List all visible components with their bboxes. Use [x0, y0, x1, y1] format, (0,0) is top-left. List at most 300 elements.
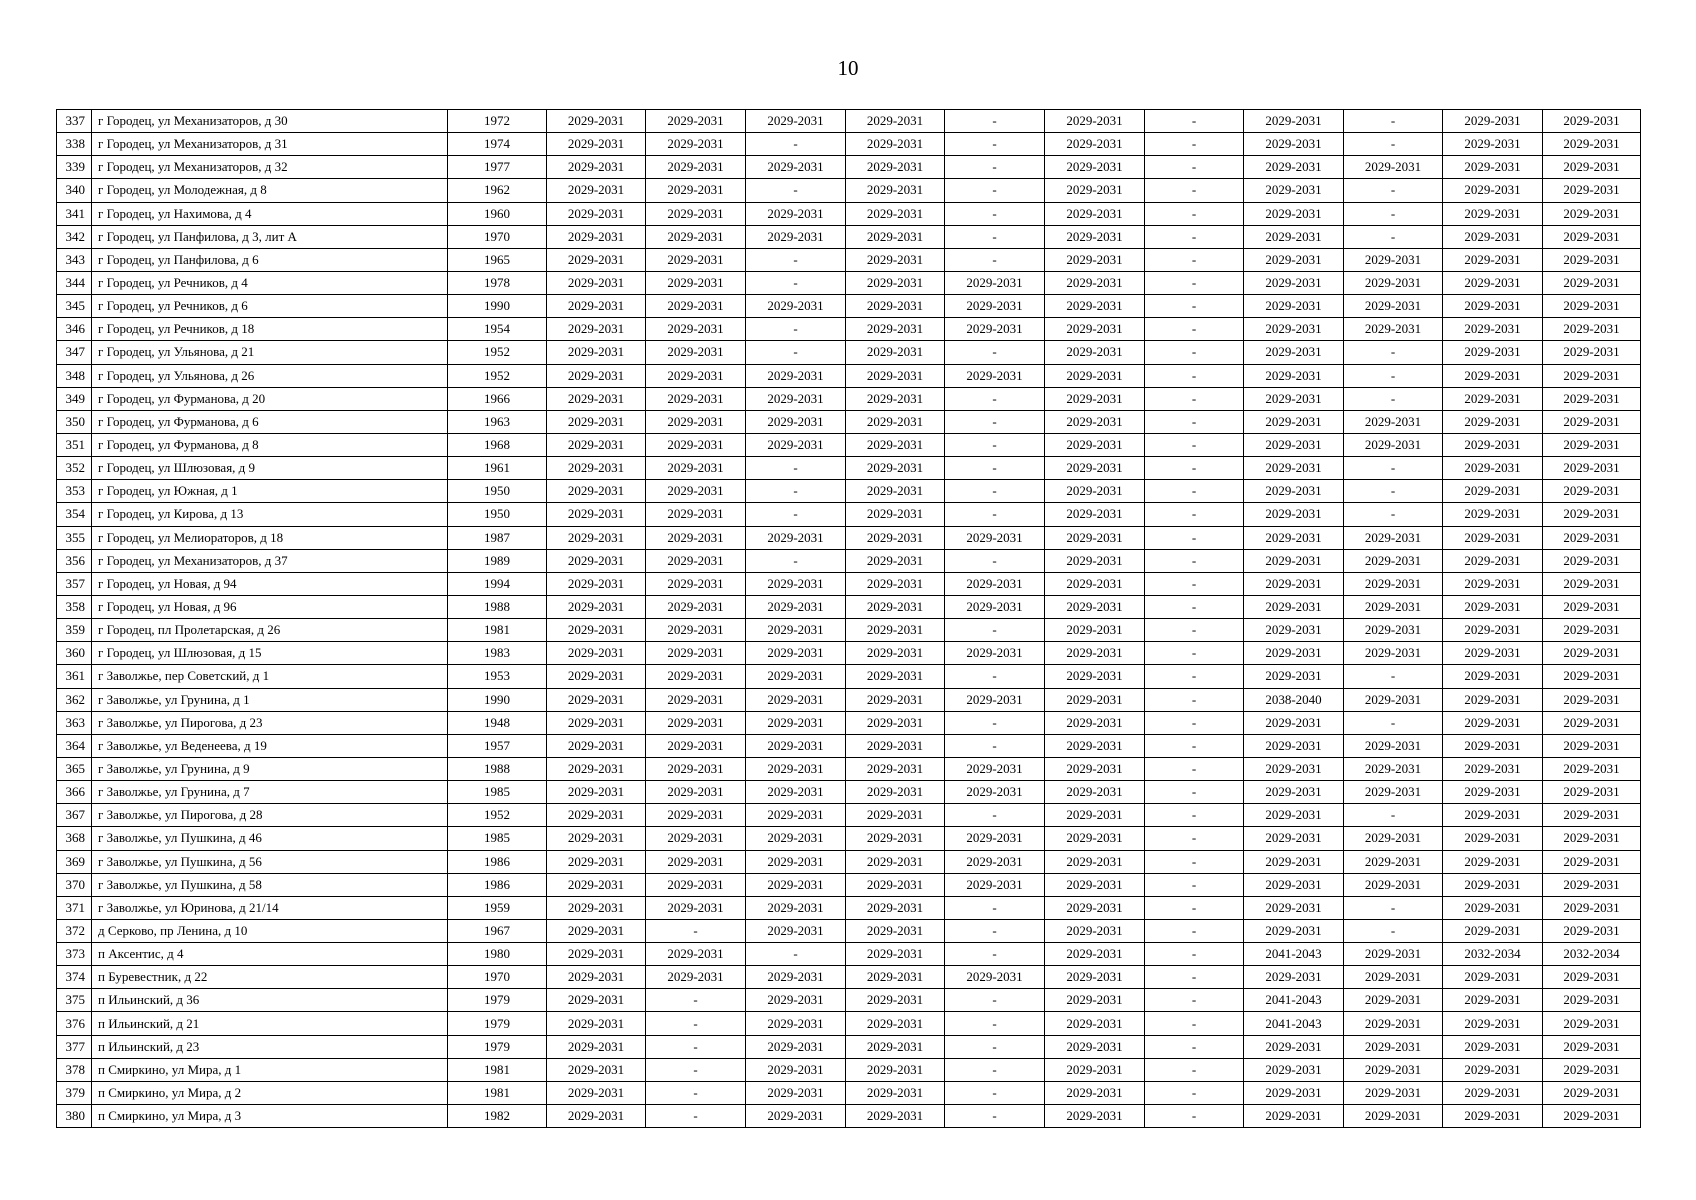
year-cell: 1989	[448, 549, 547, 572]
period-cell: -	[1145, 503, 1244, 526]
period-cell: 2029-2031	[1244, 202, 1344, 225]
period-cell: 2029-2031	[1443, 549, 1543, 572]
row-number-cell: 357	[57, 572, 92, 595]
period-cell: 2029-2031	[1244, 919, 1344, 942]
period-cell: 2029-2031	[1244, 364, 1344, 387]
period-cell: 2029-2031	[1443, 873, 1543, 896]
period-cell: 2029-2031	[547, 781, 646, 804]
table-row	[57, 688, 1641, 711]
period-cell: 2029-2031	[1244, 873, 1344, 896]
period-cell: 2029-2031	[547, 295, 646, 318]
period-cell: -	[945, 989, 1045, 1012]
period-cell: -	[1145, 480, 1244, 503]
row-number-cell: 337	[57, 110, 92, 133]
period-cell: 2029-2031	[1543, 202, 1641, 225]
row-number-cell: 360	[57, 642, 92, 665]
period-cell: 2029-2031	[646, 387, 746, 410]
period-cell: 2029-2031	[547, 179, 646, 202]
address-cell: г Заволжье, пер Советский, д 1	[92, 665, 448, 688]
period-cell: 2029-2031	[1543, 781, 1641, 804]
period-cell: 2029-2031	[1443, 642, 1543, 665]
period-cell: 2029-2031	[1045, 642, 1145, 665]
period-cell: 2029-2031	[846, 133, 945, 156]
period-cell: 2029-2031	[846, 433, 945, 456]
period-cell: 2029-2031	[846, 850, 945, 873]
row-number-cell: 348	[57, 364, 92, 387]
period-cell: 2029-2031	[746, 156, 846, 179]
period-cell: 2029-2031	[1443, 480, 1543, 503]
period-cell: 2029-2031	[1045, 526, 1145, 549]
period-cell: -	[1145, 133, 1244, 156]
period-cell: 2029-2031	[1344, 1058, 1443, 1081]
period-cell: -	[1145, 804, 1244, 827]
year-cell: 1986	[448, 873, 547, 896]
address-cell: п Аксентис, д 4	[92, 943, 448, 966]
period-cell: -	[945, 919, 1045, 942]
period-cell: 2029-2031	[1045, 110, 1145, 133]
period-cell: -	[945, 433, 1045, 456]
period-cell: -	[1145, 387, 1244, 410]
address-cell: г Городец, ул Панфилова, д 6	[92, 248, 448, 271]
period-cell: 2029-2031	[945, 688, 1045, 711]
period-cell: -	[945, 341, 1045, 364]
table-row	[57, 271, 1641, 294]
address-cell: г Городец, ул Кирова, д 13	[92, 503, 448, 526]
year-cell: 1988	[448, 595, 547, 618]
period-cell: 2029-2031	[746, 526, 846, 549]
period-cell: 2029-2031	[746, 410, 846, 433]
period-cell: -	[945, 133, 1045, 156]
period-cell: 2029-2031	[1543, 526, 1641, 549]
address-cell: г Заволжье, ул Пушкина, д 58	[92, 873, 448, 896]
period-cell: 2029-2031	[746, 572, 846, 595]
address-cell: п Смиркино, ул Мира, д 2	[92, 1081, 448, 1104]
period-cell: 2029-2031	[547, 1105, 646, 1128]
period-cell: 2029-2031	[846, 665, 945, 688]
period-cell: 2029-2031	[1045, 156, 1145, 179]
period-cell: 2029-2031	[746, 387, 846, 410]
period-cell: -	[1145, 896, 1244, 919]
period-cell: 2029-2031	[547, 873, 646, 896]
period-cell: 2029-2031	[547, 1058, 646, 1081]
period-cell: 2029-2031	[1443, 1105, 1543, 1128]
period-cell: -	[945, 1105, 1045, 1128]
year-cell: 1966	[448, 387, 547, 410]
table-body	[57, 110, 1641, 1128]
period-cell: 2029-2031	[846, 110, 945, 133]
period-cell: 2029-2031	[1344, 966, 1443, 989]
period-cell: 2029-2031	[1244, 503, 1344, 526]
period-cell: 2029-2031	[1344, 1035, 1443, 1058]
year-cell: 1959	[448, 896, 547, 919]
period-cell: 2029-2031	[547, 734, 646, 757]
period-cell: 2029-2031	[1443, 318, 1543, 341]
period-cell: 2029-2031	[1443, 225, 1543, 248]
period-cell: 2029-2031	[1045, 433, 1145, 456]
period-cell: 2029-2031	[547, 480, 646, 503]
period-cell: -	[1145, 341, 1244, 364]
period-cell: 2029-2031	[547, 225, 646, 248]
row-number-cell: 342	[57, 225, 92, 248]
period-cell: -	[945, 410, 1045, 433]
period-cell: 2029-2031	[746, 781, 846, 804]
address-cell: п Ильинский, д 36	[92, 989, 448, 1012]
period-cell: 2029-2031	[1344, 156, 1443, 179]
period-cell: 2029-2031	[846, 202, 945, 225]
row-number-cell: 376	[57, 1012, 92, 1035]
period-cell: 2032-2034	[1443, 943, 1543, 966]
period-cell: -	[1344, 179, 1443, 202]
period-cell: -	[746, 318, 846, 341]
year-cell: 1970	[448, 966, 547, 989]
period-cell: 2029-2031	[746, 688, 846, 711]
period-cell: 2029-2031	[846, 919, 945, 942]
period-cell: 2029-2031	[1344, 619, 1443, 642]
period-cell: 2029-2031	[1443, 1035, 1543, 1058]
period-cell: 2029-2031	[1045, 1035, 1145, 1058]
period-cell: 2029-2031	[746, 433, 846, 456]
period-cell: 2029-2031	[1244, 179, 1344, 202]
period-cell: 2029-2031	[547, 433, 646, 456]
row-number-cell: 372	[57, 919, 92, 942]
row-number-cell: 363	[57, 711, 92, 734]
period-cell: 2029-2031	[1045, 133, 1145, 156]
period-cell: 2029-2031	[1244, 410, 1344, 433]
period-cell: 2029-2031	[1244, 480, 1344, 503]
period-cell: 2029-2031	[1344, 295, 1443, 318]
address-cell: г Городец, ул Механизаторов, д 30	[92, 110, 448, 133]
table-row	[57, 295, 1641, 318]
period-cell: 2029-2031	[746, 804, 846, 827]
year-cell: 1968	[448, 433, 547, 456]
period-cell: 2029-2031	[1543, 248, 1641, 271]
period-cell: 2029-2031	[746, 1035, 846, 1058]
year-cell: 1981	[448, 1081, 547, 1104]
period-cell: -	[646, 989, 746, 1012]
address-cell: г Городец, ул Механизаторов, д 31	[92, 133, 448, 156]
period-cell: 2029-2031	[646, 503, 746, 526]
period-cell: -	[945, 156, 1045, 179]
period-cell: 2029-2031	[1543, 966, 1641, 989]
period-cell: 2029-2031	[846, 1012, 945, 1035]
period-cell: -	[1145, 734, 1244, 757]
row-number-cell: 361	[57, 665, 92, 688]
year-cell: 1988	[448, 757, 547, 780]
year-cell: 1965	[448, 248, 547, 271]
year-cell: 1981	[448, 1058, 547, 1081]
period-cell: -	[1145, 919, 1244, 942]
address-cell: п Смиркино, ул Мира, д 3	[92, 1105, 448, 1128]
period-cell: 2029-2031	[846, 966, 945, 989]
period-cell: 2029-2031	[1244, 757, 1344, 780]
period-cell: 2029-2031	[1045, 850, 1145, 873]
period-cell: 2029-2031	[547, 526, 646, 549]
period-cell: 2029-2031	[1443, 295, 1543, 318]
period-cell: 2029-2031	[1045, 549, 1145, 572]
period-cell: 2029-2031	[646, 873, 746, 896]
period-cell: 2029-2031	[1543, 225, 1641, 248]
period-cell: 2029-2031	[945, 595, 1045, 618]
row-number-cell: 367	[57, 804, 92, 827]
period-cell: 2029-2031	[746, 827, 846, 850]
period-cell: 2029-2031	[1344, 526, 1443, 549]
period-cell: 2029-2031	[1443, 572, 1543, 595]
period-cell: 2029-2031	[646, 711, 746, 734]
year-cell: 1985	[448, 827, 547, 850]
period-cell: 2029-2031	[547, 1081, 646, 1104]
period-cell: -	[1145, 873, 1244, 896]
period-cell: -	[1344, 804, 1443, 827]
table-row	[57, 526, 1641, 549]
address-cell: г Заволжье, ул Юринова, д 21/14	[92, 896, 448, 919]
period-cell: 2029-2031	[945, 757, 1045, 780]
table-row	[57, 387, 1641, 410]
table-row	[57, 364, 1641, 387]
period-cell: 2029-2031	[846, 1058, 945, 1081]
period-cell: 2029-2031	[646, 734, 746, 757]
period-cell: -	[746, 480, 846, 503]
year-cell: 1962	[448, 179, 547, 202]
period-cell: -	[1145, 572, 1244, 595]
period-cell: 2029-2031	[1244, 271, 1344, 294]
period-cell: 2029-2031	[1244, 387, 1344, 410]
row-number-cell: 341	[57, 202, 92, 225]
period-cell: 2029-2031	[1543, 271, 1641, 294]
period-cell: 2029-2031	[1443, 966, 1543, 989]
period-cell: 2029-2031	[746, 1081, 846, 1104]
year-cell: 1950	[448, 480, 547, 503]
period-cell: 2029-2031	[1443, 364, 1543, 387]
period-cell: 2029-2031	[746, 202, 846, 225]
period-cell: 2029-2031	[646, 966, 746, 989]
period-cell: 2029-2031	[646, 642, 746, 665]
period-cell: 2029-2031	[547, 966, 646, 989]
period-cell: 2029-2031	[1045, 966, 1145, 989]
period-cell: -	[945, 225, 1045, 248]
table-row	[57, 318, 1641, 341]
period-cell: 2029-2031	[646, 364, 746, 387]
period-cell: 2029-2031	[1045, 827, 1145, 850]
period-cell: 2029-2031	[646, 295, 746, 318]
year-cell: 1952	[448, 341, 547, 364]
period-cell: 2029-2031	[1045, 572, 1145, 595]
period-cell: 2029-2031	[1543, 1035, 1641, 1058]
period-cell: -	[1145, 827, 1244, 850]
period-cell: 2029-2031	[945, 572, 1045, 595]
table-row	[57, 457, 1641, 480]
period-cell: 2029-2031	[1543, 827, 1641, 850]
period-cell: -	[945, 896, 1045, 919]
period-cell: -	[1344, 896, 1443, 919]
year-cell: 1979	[448, 1012, 547, 1035]
period-cell: 2029-2031	[646, 688, 746, 711]
period-cell: -	[1145, 225, 1244, 248]
period-cell: 2029-2031	[846, 156, 945, 179]
period-cell: 2041-2043	[1244, 943, 1344, 966]
period-cell: -	[646, 1035, 746, 1058]
period-cell: 2029-2031	[646, 943, 746, 966]
row-number-cell: 373	[57, 943, 92, 966]
period-cell: -	[1145, 295, 1244, 318]
period-cell: 2029-2031	[846, 480, 945, 503]
period-cell: 2029-2031	[547, 896, 646, 919]
period-cell: 2029-2031	[646, 595, 746, 618]
period-cell: 2029-2031	[1045, 1058, 1145, 1081]
period-cell: -	[1344, 202, 1443, 225]
period-cell: -	[1145, 1035, 1244, 1058]
period-cell: 2029-2031	[746, 873, 846, 896]
period-cell: 2029-2031	[945, 781, 1045, 804]
period-cell: 2029-2031	[846, 225, 945, 248]
period-cell: 2029-2031	[547, 989, 646, 1012]
period-cell: 2029-2031	[646, 757, 746, 780]
period-cell: 2029-2031	[846, 595, 945, 618]
period-cell: 2029-2031	[846, 943, 945, 966]
period-cell: 2029-2031	[1543, 989, 1641, 1012]
period-cell: 2029-2031	[1244, 572, 1344, 595]
period-cell: 2029-2031	[547, 457, 646, 480]
period-cell: 2029-2031	[1244, 595, 1344, 618]
row-number-cell: 359	[57, 619, 92, 642]
row-number-cell: 370	[57, 873, 92, 896]
period-cell: 2029-2031	[1244, 457, 1344, 480]
period-cell: 2029-2031	[1543, 1105, 1641, 1128]
period-cell: 2029-2031	[646, 572, 746, 595]
period-cell: 2029-2031	[646, 318, 746, 341]
period-cell: 2029-2031	[646, 271, 746, 294]
period-cell: 2029-2031	[1443, 1081, 1543, 1104]
address-cell: д Серково, пр Ленина, д 10	[92, 919, 448, 942]
table-row	[57, 133, 1641, 156]
table-row	[57, 248, 1641, 271]
table-row	[57, 1105, 1641, 1128]
period-cell: -	[1344, 457, 1443, 480]
period-cell: 2029-2031	[646, 457, 746, 480]
period-cell: 2029-2031	[1244, 966, 1344, 989]
period-cell: 2029-2031	[1443, 757, 1543, 780]
period-cell: 2029-2031	[1045, 202, 1145, 225]
table-row	[57, 873, 1641, 896]
period-cell: -	[945, 943, 1045, 966]
address-cell: г Городец, ул Новая, д 96	[92, 595, 448, 618]
period-cell: 2029-2031	[1543, 1012, 1641, 1035]
row-number-cell: 371	[57, 896, 92, 919]
address-cell: г Городец, ул Фурманова, д 8	[92, 433, 448, 456]
table-row	[57, 827, 1641, 850]
period-cell: 2029-2031	[1443, 503, 1543, 526]
period-cell: -	[1344, 387, 1443, 410]
period-cell: 2029-2031	[1543, 734, 1641, 757]
period-cell: 2029-2031	[1344, 873, 1443, 896]
period-cell: 2029-2031	[1543, 850, 1641, 873]
period-cell: 2029-2031	[1344, 943, 1443, 966]
period-cell: 2029-2031	[846, 827, 945, 850]
period-cell: 2029-2031	[1045, 804, 1145, 827]
year-cell: 1990	[448, 688, 547, 711]
period-cell: 2029-2031	[1443, 110, 1543, 133]
period-cell: 2029-2031	[1443, 734, 1543, 757]
year-cell: 1967	[448, 919, 547, 942]
period-cell: 2029-2031	[547, 665, 646, 688]
period-cell: 2029-2031	[646, 110, 746, 133]
period-cell: 2029-2031	[1045, 873, 1145, 896]
period-cell: 2029-2031	[1244, 734, 1344, 757]
period-cell: 2029-2031	[646, 156, 746, 179]
period-cell: -	[746, 248, 846, 271]
period-cell: -	[746, 179, 846, 202]
period-cell: 2029-2031	[547, 642, 646, 665]
period-cell: 2029-2031	[846, 295, 945, 318]
period-cell: 2029-2031	[1443, 1058, 1543, 1081]
period-cell: 2029-2031	[846, 896, 945, 919]
year-cell: 1983	[448, 642, 547, 665]
period-cell: 2029-2031	[1344, 734, 1443, 757]
period-cell: 2029-2031	[547, 271, 646, 294]
row-number-cell: 343	[57, 248, 92, 271]
period-cell: 2029-2031	[1244, 1058, 1344, 1081]
period-cell: 2029-2031	[846, 387, 945, 410]
period-cell: 2029-2031	[1045, 665, 1145, 688]
period-cell: 2029-2031	[1045, 318, 1145, 341]
period-cell: -	[646, 1081, 746, 1104]
period-cell: 2029-2031	[547, 688, 646, 711]
period-cell: 2029-2031	[1543, 503, 1641, 526]
schedule-table	[56, 109, 1641, 1128]
period-cell: -	[1344, 503, 1443, 526]
year-cell: 1979	[448, 1035, 547, 1058]
period-cell: 2029-2031	[945, 526, 1045, 549]
period-cell: 2029-2031	[1443, 526, 1543, 549]
address-cell: г Городец, ул Ульянова, д 21	[92, 341, 448, 364]
period-cell: 2029-2031	[547, 1035, 646, 1058]
period-cell: 2029-2031	[1543, 410, 1641, 433]
period-cell: 2029-2031	[1443, 202, 1543, 225]
row-number-cell: 377	[57, 1035, 92, 1058]
table-row	[57, 919, 1641, 942]
period-cell: -	[945, 1081, 1045, 1104]
address-cell: г Городец, ул Молодежная, д 8	[92, 179, 448, 202]
period-cell: 2029-2031	[746, 850, 846, 873]
period-cell: 2029-2031	[1045, 1012, 1145, 1035]
period-cell: 2029-2031	[1443, 248, 1543, 271]
period-cell: -	[945, 1058, 1045, 1081]
period-cell: -	[1145, 665, 1244, 688]
address-cell: г Заволжье, ул Пушкина, д 56	[92, 850, 448, 873]
address-cell: г Городец, ул Фурманова, д 20	[92, 387, 448, 410]
period-cell: 2029-2031	[1543, 433, 1641, 456]
period-cell: 2029-2031	[1443, 781, 1543, 804]
period-cell: 2029-2031	[1543, 804, 1641, 827]
period-cell: -	[1344, 133, 1443, 156]
period-cell: -	[1145, 433, 1244, 456]
row-number-cell: 347	[57, 341, 92, 364]
period-cell: -	[746, 457, 846, 480]
period-cell: 2029-2031	[1344, 1081, 1443, 1104]
period-cell: 2029-2031	[1244, 642, 1344, 665]
period-cell: 2029-2031	[846, 572, 945, 595]
period-cell: 2029-2031	[846, 711, 945, 734]
period-cell: 2029-2031	[846, 873, 945, 896]
period-cell: 2029-2031	[646, 896, 746, 919]
address-cell: г Городец, ул Речников, д 4	[92, 271, 448, 294]
period-cell: 2029-2031	[1244, 711, 1344, 734]
period-cell: 2029-2031	[1543, 1058, 1641, 1081]
period-cell: 2029-2031	[1344, 572, 1443, 595]
period-cell: -	[1145, 1081, 1244, 1104]
period-cell: 2029-2031	[646, 480, 746, 503]
period-cell: 2029-2031	[746, 642, 846, 665]
address-cell: г Городец, ул Нахимова, д 4	[92, 202, 448, 225]
